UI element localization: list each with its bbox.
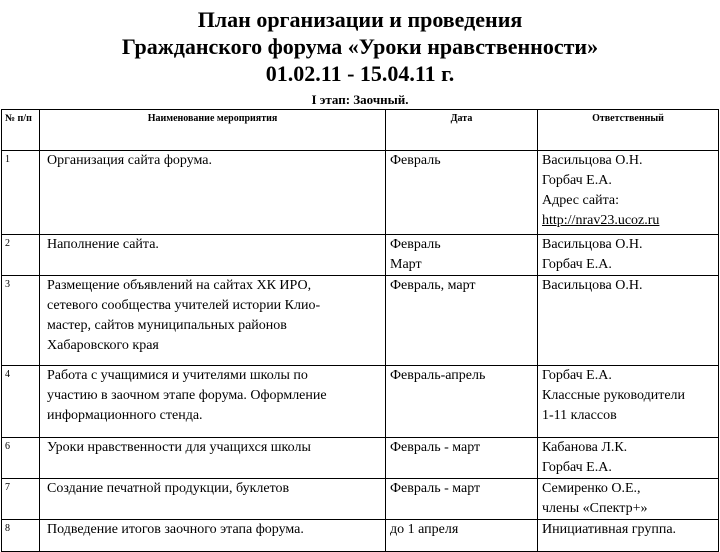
cell-responsible	[538, 438, 719, 479]
header-event: Наименование мероприятия	[40, 110, 386, 151]
row-number: 7	[2, 479, 40, 520]
event-line: Организация сайта форума.	[47, 153, 212, 168]
event-line: Наполнение сайта.	[47, 237, 159, 252]
row-number: 4	[2, 366, 40, 438]
event-line: Создание печатной продукции, буклетов	[47, 481, 290, 496]
table-row	[2, 235, 719, 276]
header-responsible: Ответственный	[538, 110, 719, 151]
date-line: Февраль	[390, 237, 441, 252]
site-link[interactable]: http://nrav23.ucoz.ru	[542, 213, 660, 228]
document-title	[0, 6, 720, 87]
row-number: 6	[2, 438, 40, 479]
date-line: Февраль	[390, 153, 441, 168]
responsible-line: Инициативная группа.	[542, 522, 677, 537]
date-line: Февраль - март	[390, 440, 481, 455]
date-line: Март	[390, 257, 422, 272]
responsible-line: члены «Спектр+»	[542, 501, 648, 516]
cell-responsible	[538, 479, 719, 520]
cell-event	[40, 479, 386, 520]
responsible-line: 1-11 классов	[542, 408, 617, 423]
date-line: до 1 апреля	[390, 522, 459, 537]
cell-date	[386, 276, 538, 366]
table-header-row	[2, 110, 719, 151]
cell-event	[40, 438, 386, 479]
event-line: Размещение объявлений на сайтах ХК ИРО,	[47, 278, 312, 293]
responsible-line: Семиренко О.Е.,	[542, 481, 641, 496]
responsible-line: Адрес сайта:	[542, 193, 619, 208]
title-line-1: План организации и проведения	[197, 7, 523, 32]
cell-event	[40, 520, 386, 552]
cell-responsible	[538, 276, 719, 366]
cell-date	[386, 366, 538, 438]
plan-table	[1, 109, 719, 552]
table-row	[2, 479, 719, 520]
responsible-line: Васильцова О.Н.	[542, 237, 643, 252]
table-row	[2, 520, 719, 552]
table-row	[2, 438, 719, 479]
table-row	[2, 366, 719, 438]
row-number: 8	[2, 520, 40, 552]
header-num: № п/п	[2, 110, 40, 151]
cell-event	[40, 235, 386, 276]
cell-responsible	[538, 235, 719, 276]
cell-event	[40, 276, 386, 366]
event-line: Подведение итогов заочного этапа форума.	[47, 522, 304, 537]
responsible-line: Горбач Е.А.	[542, 368, 612, 383]
responsible-line: Классные руководители	[542, 388, 686, 403]
cell-event	[40, 151, 386, 235]
date-line: Февраль, март	[390, 278, 476, 293]
title-line-3: 01.02.11 - 15.04.11 г.	[265, 61, 455, 86]
responsible-line: Васильцова О.Н.	[542, 153, 643, 168]
cell-responsible	[538, 366, 719, 438]
cell-date	[386, 151, 538, 235]
cell-event	[40, 366, 386, 438]
date-line: Февраль - март	[390, 481, 481, 496]
cell-date	[386, 235, 538, 276]
responsible-line: Кабанова Л.К.	[542, 440, 628, 455]
event-line: информационного стенда.	[47, 408, 203, 423]
cell-date	[386, 520, 538, 552]
row-number: 2	[2, 235, 40, 276]
table-row	[2, 276, 719, 366]
event-line: Уроки нравственности для учащихся школы	[47, 440, 311, 455]
row-number: 1	[2, 151, 40, 235]
cell-responsible	[538, 520, 719, 552]
stage-heading: I этап: Заочный.	[311, 92, 409, 107]
responsible-line: Горбач Е.А.	[542, 257, 612, 272]
responsible-line: Горбач Е.А.	[542, 173, 612, 188]
title-line-2: Гражданского форума «Уроки нравственности»	[121, 34, 599, 59]
event-line: участию в заочном этапе форума. Оформление	[47, 388, 327, 403]
event-line: Хабаровского края	[47, 338, 159, 353]
table-row	[2, 151, 719, 235]
cell-date	[386, 438, 538, 479]
event-line: мастер, сайтов муниципальных районов	[47, 318, 287, 333]
header-date: Дата	[386, 110, 538, 151]
date-line: Февраль-апрель	[390, 368, 486, 383]
event-line: Работа с учащимися и учителями школы по	[47, 368, 308, 383]
responsible-line: Васильцова О.Н.	[542, 278, 643, 293]
cell-responsible	[538, 151, 719, 235]
cell-date	[386, 479, 538, 520]
row-number: 3	[2, 276, 40, 366]
responsible-line: Горбач Е.А.	[542, 460, 612, 475]
event-line: сетевого сообщества учителей истории Клио-	[47, 298, 321, 313]
